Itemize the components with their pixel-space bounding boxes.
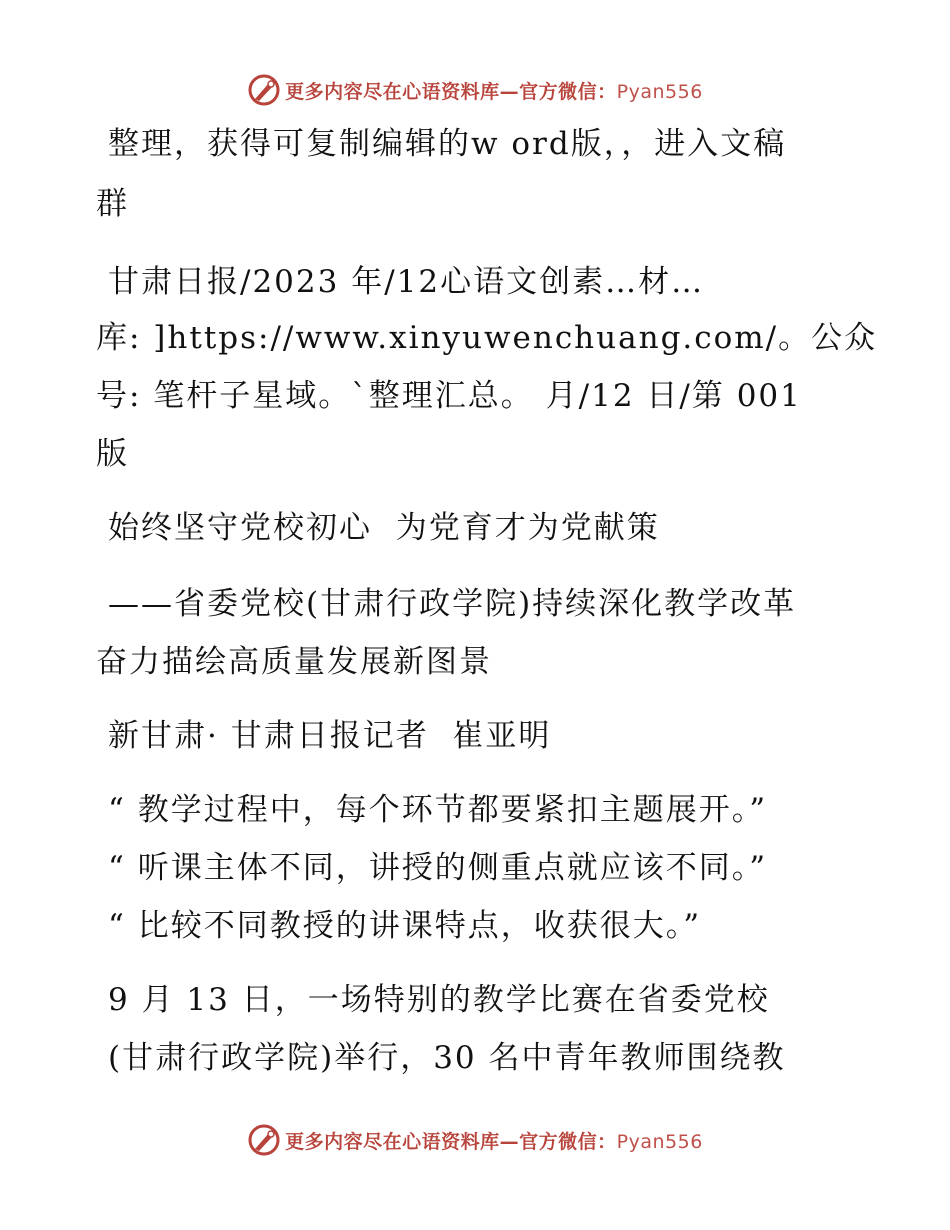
doc-line: 版 [96,436,129,472]
banner-text: 更多内容尽在心语资料库—官方微信：Pyan556 [285,80,703,103]
byline: 新甘肃· 甘肃日报记者 崔亚明 [108,718,552,754]
footer-banner [0,1120,950,1160]
doc-line: 整理，获得可复制编辑的w ord版，，进入文稿 [108,126,787,162]
logo-pen-icon [247,1123,281,1157]
doc-line: 甘肃日报/2023 年/12心语文创素…材… [108,264,705,300]
article-subtitle: ——省委党校(甘肃行政学院)持续深化教学改革 [108,586,797,622]
article-subtitle: 奋力描绘高质量发展新图景 [96,644,492,680]
quote-line: “ 比较不同教授的讲课特点，收获很大。” [108,908,702,944]
wechat-id: Pyan556 [616,80,703,103]
doc-line: 号: 笔杆子星域。`整理汇总。 月/12 日/第 001 [96,378,802,414]
body-line: 9 月 13 日，一场特别的教学比赛在省委党校 [108,982,770,1018]
wechat-id: Pyan556 [616,1130,703,1153]
doc-line: 库: ]https://www.xinyuwenchuang.com/。公众 [96,320,878,356]
quote-line: “ 教学过程中，每个环节都要紧扣主题展开。” [108,792,768,828]
banner-text: 更多内容尽在心语资料库—官方微信：Pyan556 [285,1130,703,1153]
body-line: (甘肃行政学院)举行，30 名中青年教师围绕教 [108,1040,786,1076]
article-title: 始终坚守党校初心 为党育才为党献策 [108,510,660,546]
doc-line: 群 [96,186,129,222]
quote-line: “ 听课主体不同，讲授的侧重点就应该不同。” [108,850,768,886]
